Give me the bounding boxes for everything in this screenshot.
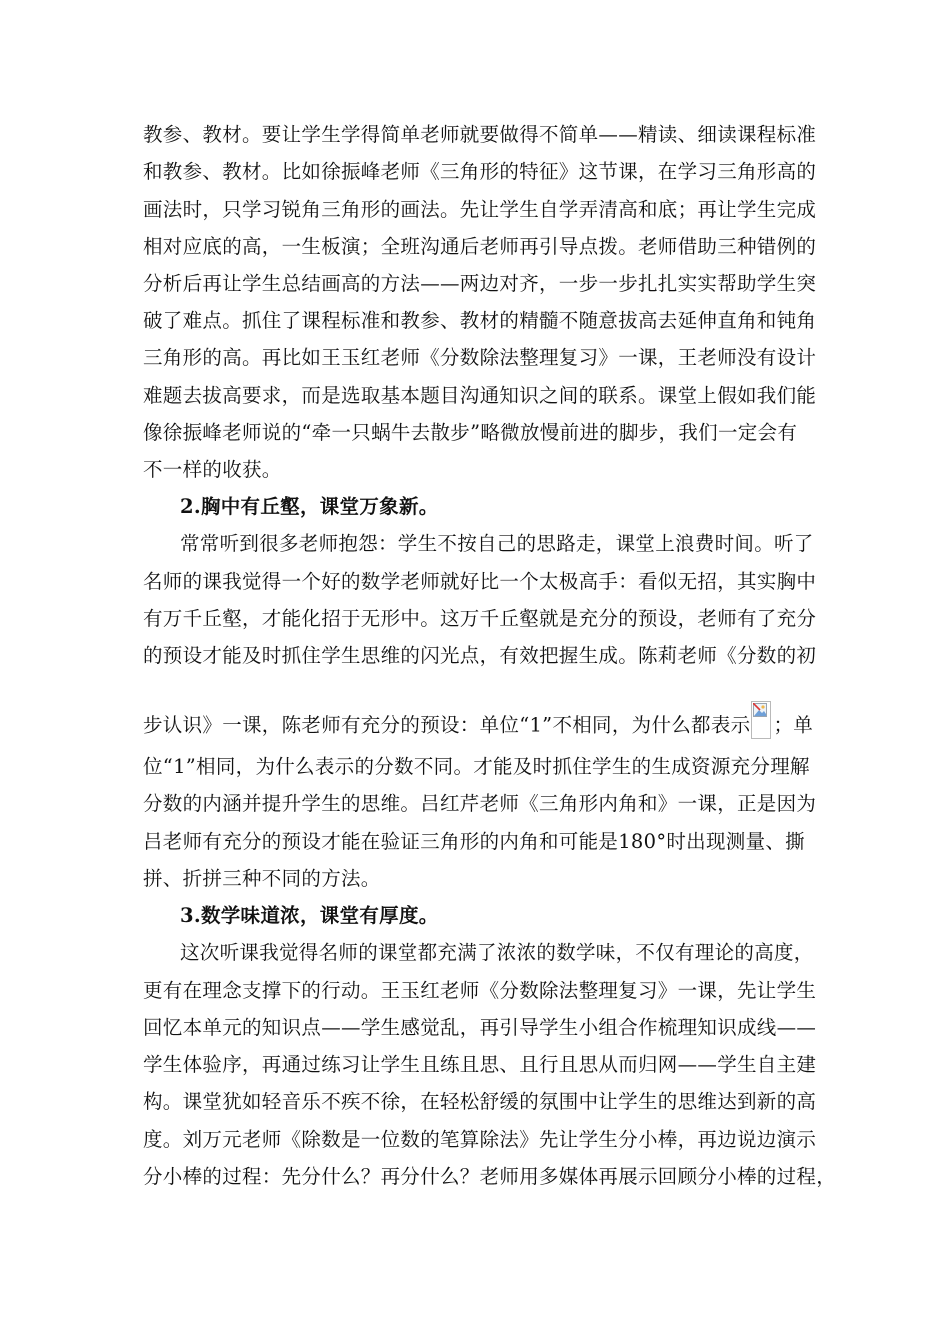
body-line: 拼、折拼三种不同的方法。 <box>143 867 381 890</box>
body-line: 和教参、教材。比如徐振峰老师《三角形的特征》这节课，在学习三角形高的 <box>143 160 817 183</box>
body-line: 相对应底的高，一生板演；全班沟通后老师再引导点拨。老师借助三种错例的 <box>143 235 817 258</box>
body-line: 分析后再让学生总结画高的方法——两边对齐，一步一步扎扎实实帮助学生突 <box>143 272 817 295</box>
body-line: 不一样的收获。 <box>143 458 282 481</box>
broken-image-icon <box>751 701 771 739</box>
body-line: 像徐振峰老师说的“牵一只蜗牛去散步”略微放慢前进的脚步，我们一定会有 <box>143 421 798 444</box>
body-line: 分小棒的过程：先分什么？再分什么？老师用多媒体再展示回顾分小棒的过程， <box>143 1165 837 1188</box>
body-line: 学生体验序，再通过练习让学生且练且思、且行且思从而归网——学生自主建 <box>143 1053 817 1076</box>
body-line-with-image <box>143 707 813 745</box>
line-text-after-image: ；单 <box>773 713 814 737</box>
body-line: 画法时，只学习锐角三角形的画法。先让学生自学弄清高和底；再让学生完成 <box>143 198 817 221</box>
body-line: 破了难点。抓住了课程标准和教参、教材的精髓不随意拔高去延伸直角和钝角 <box>143 309 817 332</box>
body-line: 常常听到很多老师抱怨：学生不按自己的思路走，课堂上浪费时间。听了 <box>180 532 814 555</box>
body-line: 有万千丘壑，才能化招于无形中。这万千丘壑就是充分的预设，老师有了充分 <box>143 607 817 630</box>
body-line: 难题去拔高要求，而是选取基本题目沟通知识之间的联系。课堂上假如我们能 <box>143 384 817 407</box>
body-line: 名师的课我觉得一个好的数学老师就好比一个太极高手：看似无招，其实胸中 <box>143 570 817 593</box>
body-line: 位“1”相同，为什么表示的分数不同。才能及时抓住学生的生成资源充分理解 <box>143 755 810 778</box>
section-heading: 2.胸中有丘壑，课堂万象新。 <box>180 495 439 518</box>
body-line: 分数的内涵并提升学生的思维。吕红芹老师《三角形内角和》一课，正是因为 <box>143 792 817 815</box>
body-line: 构。课堂犹如轻音乐不疾不徐，在轻松舒缓的氛围中让学生的思维达到新的高 <box>143 1090 817 1113</box>
body-line: 三角形的高。再比如王玉红老师《分数除法整理复习》一课，王老师没有设计 <box>143 346 817 369</box>
section-heading: 3.数学味道浓，课堂有厚度。 <box>180 904 439 927</box>
body-line: 的预设才能及时抓住学生思维的闪光点，有效把握生成。陈莉老师《分数的初 <box>143 644 817 667</box>
body-line: 教参、教材。要让学生学得简单老师就要做得不简单——精读、细读课程标准 <box>143 123 817 146</box>
body-line: 度。刘万元老师《除数是一位数的笔算除法》先让学生分小棒，再边说边演示 <box>143 1128 817 1151</box>
body-line: 这次听课我觉得名师的课堂都充满了浓浓的数学味，不仅有理论的高度， <box>180 941 814 964</box>
body-line: 吕老师有充分的预设才能在验证三角形的内角和可能是180°时出现测量、撕 <box>143 830 805 853</box>
body-line: 回忆本单元的知识点——学生感觉乱，再引导学生小组合作梳理知识成线—— <box>143 1016 817 1039</box>
line-text-before-image: 步认识》一课，陈老师有充分的预设：单位“1”不相同，为什么都表示 <box>143 713 751 737</box>
body-line: 更有在理念支撑下的行动。王玉红老师《分数除法整理复习》一课，先让学生 <box>143 979 817 1002</box>
